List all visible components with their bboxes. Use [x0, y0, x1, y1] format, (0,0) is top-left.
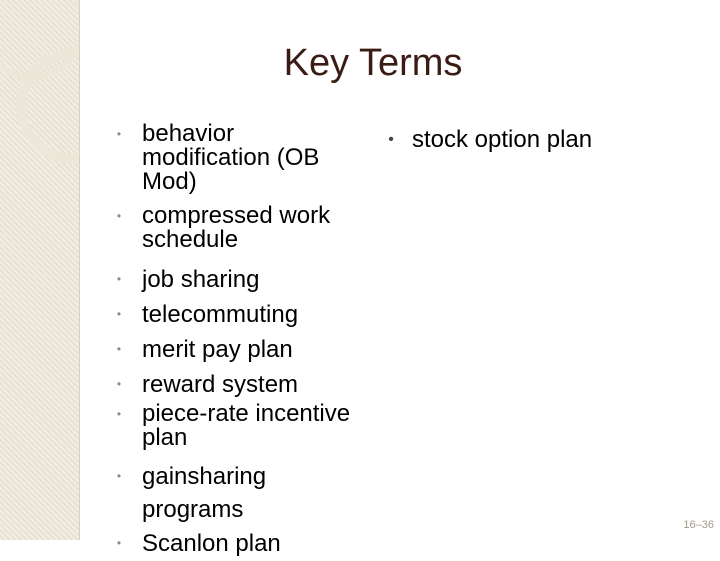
list-item — [112, 367, 352, 402]
list-item — [112, 204, 352, 262]
bullet-icon: • — [116, 209, 122, 223]
list-item — [112, 122, 352, 204]
list-item — [112, 262, 352, 297]
bullet-icon: • — [116, 127, 122, 141]
bullet-icon: • — [116, 536, 122, 550]
term-text: compressed work schedule — [142, 202, 331, 253]
term-text: merit pay plan — [142, 336, 293, 363]
term-text: behavior modification (OB Mod) — [142, 120, 320, 195]
term-text: stock option plan — [412, 126, 593, 153]
bullet-icon: • — [116, 272, 122, 286]
list-item — [112, 332, 352, 367]
right-term-list — [384, 124, 704, 156]
bullet-icon: • — [116, 307, 122, 321]
term-text: job sharing — [142, 266, 260, 293]
term-text: reward system — [142, 371, 299, 398]
left-term-list — [112, 122, 352, 561]
bullet-icon: • — [388, 131, 394, 148]
term-text: gainsharing programs — [142, 463, 267, 523]
list-item — [112, 297, 352, 332]
list-item — [112, 460, 352, 526]
term-text: Scanlon plan — [142, 530, 281, 557]
slide-title: Key Terms — [283, 42, 463, 84]
bullet-icon: • — [116, 342, 122, 356]
term-text: piece-rate incentive plan — [142, 400, 351, 451]
page-number: 16–36 — [683, 519, 714, 531]
list-item — [112, 402, 352, 460]
term-text: telecommuting — [142, 301, 299, 328]
bullet-icon: • — [116, 469, 122, 483]
bullet-icon: • — [116, 407, 122, 421]
list-item — [384, 124, 704, 156]
bullet-icon: • — [116, 377, 122, 391]
list-item — [112, 526, 352, 561]
